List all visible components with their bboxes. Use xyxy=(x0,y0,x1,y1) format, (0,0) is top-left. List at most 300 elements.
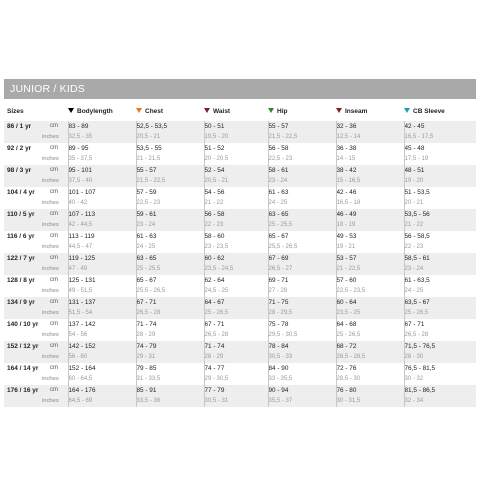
value-inches: 28 - 29 xyxy=(136,332,156,338)
table-row xyxy=(4,253,476,275)
value-inches: 24 - 25 xyxy=(268,200,288,206)
header-hip: Hip xyxy=(268,103,336,121)
value-inches: 23 - 24 xyxy=(268,178,288,184)
value-inches: 60 - 64,5 xyxy=(68,376,93,382)
value-inches: 22,5 - 23,5 xyxy=(336,288,366,294)
value-inches: 21 - 22 xyxy=(404,222,424,228)
measurement-waist xyxy=(204,165,268,187)
value-cm: 125 - 131 xyxy=(68,277,96,284)
value-inches: 23,5 - 25 xyxy=(336,310,361,316)
value-cm: 67 - 71 xyxy=(204,321,225,328)
value-cm: 64 - 68 xyxy=(336,321,357,328)
value-cm: 42 - 45 xyxy=(404,123,425,130)
value-inches: 25,5 - 26,5 xyxy=(268,244,298,250)
value-cm: 53 - 57 xyxy=(336,255,357,262)
value-inches: 21,5 - 22,5 xyxy=(136,178,166,184)
value-inches: 49 - 51,5 xyxy=(68,288,93,294)
value-inches: 28 - 30 xyxy=(404,354,424,360)
inseam-marker-icon xyxy=(336,108,342,113)
measurement-chest xyxy=(136,187,204,209)
value-inches: 26,5 - 28 xyxy=(136,310,161,316)
value-inches: 51,5 - 54 xyxy=(68,310,93,316)
measurement-bodylength xyxy=(68,297,136,319)
value-cm: 55 - 57 xyxy=(268,123,289,130)
measurement-inseam xyxy=(336,231,404,253)
value-cm: 71 - 74 xyxy=(136,321,157,328)
value-cm: 53,5 - 55 xyxy=(136,145,162,152)
table-row xyxy=(4,275,476,297)
measurement-cb-sleeve xyxy=(404,231,476,253)
size-label: 98 / 3 yr xyxy=(7,167,32,174)
unit-cm-label: cm xyxy=(50,123,58,129)
unit-labels xyxy=(42,341,68,363)
table-row xyxy=(4,209,476,231)
measurement-hip xyxy=(268,231,336,253)
value-inches: 23 - 23,5 xyxy=(204,244,229,250)
value-cm: 61 - 63,5 xyxy=(404,277,430,284)
measurement-inseam xyxy=(336,165,404,187)
measurement-chest xyxy=(136,297,204,319)
size-label: 140 / 10 yr xyxy=(7,321,39,328)
unit-inches-label: inches xyxy=(42,310,59,316)
value-cm: 89 - 95 xyxy=(68,145,89,152)
measurement-inseam xyxy=(336,209,404,231)
measurement-hip xyxy=(268,385,336,407)
measurement-hip xyxy=(268,275,336,297)
unit-inches-label: inches xyxy=(42,200,59,206)
measurement-hip xyxy=(268,253,336,275)
value-cm: 119 - 125 xyxy=(68,255,96,262)
size-label: 128 / 8 yr xyxy=(7,277,35,284)
value-inches: 26,5 - 28,5 xyxy=(336,354,366,360)
value-inches: 23 - 24 xyxy=(136,222,156,228)
header-unit xyxy=(42,103,68,121)
value-inches: 21 - 22 xyxy=(204,200,224,206)
table-row xyxy=(4,319,476,341)
table-row xyxy=(4,165,476,187)
measurement-bodylength xyxy=(68,121,136,143)
value-inches: 18 - 19 xyxy=(336,222,356,228)
value-inches: 25 - 25,5 xyxy=(268,222,293,228)
measurement-hip xyxy=(268,187,336,209)
measurement-waist xyxy=(204,341,268,363)
measurement-hip xyxy=(268,165,336,187)
measurement-waist xyxy=(204,143,268,165)
value-inches: 26,5 - 27 xyxy=(268,266,293,272)
value-inches: 19 - 20 xyxy=(404,178,424,184)
size-label: 176 / 16 yr xyxy=(7,387,39,394)
value-cm: 58,5 - 61 xyxy=(404,255,430,262)
measurement-chest xyxy=(136,253,204,275)
value-cm: 62 - 64 xyxy=(204,277,225,284)
value-inches: 42 - 44,5 xyxy=(68,222,93,228)
unit-inches-label: inches xyxy=(42,156,59,162)
value-inches: 32 - 34 xyxy=(404,398,424,404)
value-cm: 63 - 65 xyxy=(268,211,289,218)
value-cm: 60 - 62 xyxy=(204,255,225,262)
value-cm: 71 - 75 xyxy=(268,299,289,306)
value-inches: 20,5 - 21 xyxy=(204,178,229,184)
value-inches: 23,5 - 24,5 xyxy=(204,266,234,272)
measurement-chest xyxy=(136,319,204,341)
value-cm: 63 - 65 xyxy=(136,255,157,262)
measurement-waist xyxy=(204,363,268,385)
unit-cm-label: cm xyxy=(50,255,58,261)
measurement-bodylength xyxy=(68,253,136,275)
header-inseam: Inseam xyxy=(336,103,404,121)
measurement-inseam xyxy=(336,319,404,341)
unit-inches-label: inches xyxy=(42,288,59,294)
value-inches: 27 - 28 xyxy=(268,288,288,294)
value-cm: 67 - 71 xyxy=(404,321,425,328)
value-cm: 137 - 142 xyxy=(68,321,96,328)
unit-labels xyxy=(42,187,68,209)
unit-labels xyxy=(42,319,68,341)
unit-cm-label: cm xyxy=(50,211,58,217)
header-sizes: Sizes xyxy=(7,108,24,115)
measurement-inseam xyxy=(336,385,404,407)
value-cm: 45 - 48 xyxy=(404,145,425,152)
measurement-chest xyxy=(136,275,204,297)
value-cm: 90 - 94 xyxy=(268,387,289,394)
value-inches: 21 - 21,5 xyxy=(136,156,161,162)
header-cb-sleeve: CB Sleeve xyxy=(404,103,476,121)
measurement-waist xyxy=(204,209,268,231)
measurement-cb-sleeve xyxy=(404,187,476,209)
value-inches: 31 - 33,5 xyxy=(136,376,161,382)
unit-inches-label: inches xyxy=(42,266,59,272)
header-chest: Chest xyxy=(136,103,204,121)
measurement-cb-sleeve xyxy=(404,275,476,297)
measurement-hip xyxy=(268,319,336,341)
table-row xyxy=(4,363,476,385)
value-cm: 63,5 - 67 xyxy=(404,299,430,306)
measurement-bodylength xyxy=(68,143,136,165)
unit-inches-label: inches xyxy=(42,178,59,184)
measurement-waist xyxy=(204,275,268,297)
unit-labels xyxy=(42,165,68,187)
unit-cm-label: cm xyxy=(50,343,58,349)
value-inches: 24 - 25 xyxy=(404,288,424,294)
value-cm: 107 - 113 xyxy=(68,211,96,218)
value-cm: 61 - 63 xyxy=(268,189,289,196)
value-inches: 22,5 - 23 xyxy=(136,200,161,206)
value-inches: 23 - 24 xyxy=(404,266,424,272)
unit-inches-label: inches xyxy=(42,398,59,404)
unit-labels xyxy=(42,209,68,231)
value-inches: 20,5 - 21 xyxy=(136,134,161,140)
unit-cm-label: cm xyxy=(50,365,58,371)
value-cm: 74 - 79 xyxy=(136,343,157,350)
measurement-inseam xyxy=(336,143,404,165)
measurement-bodylength xyxy=(68,385,136,407)
value-cm: 69 - 71 xyxy=(268,277,289,284)
value-inches: 22,5 - 23 xyxy=(268,156,293,162)
value-cm: 152 - 164 xyxy=(68,365,96,372)
measurement-cb-sleeve xyxy=(404,341,476,363)
measurement-cb-sleeve xyxy=(404,363,476,385)
value-cm: 55 - 57 xyxy=(136,167,157,174)
value-inches: 35,5 - 37 xyxy=(268,398,293,404)
measurement-bodylength xyxy=(68,363,136,385)
value-cm: 46 - 49 xyxy=(336,211,357,218)
unit-cm-label: cm xyxy=(50,145,58,151)
value-inches: 33 - 35,5 xyxy=(268,376,293,382)
value-cm: 79 - 85 xyxy=(136,365,157,372)
measurement-cb-sleeve xyxy=(404,165,476,187)
value-inches: 54 - 56 xyxy=(68,332,88,338)
value-inches: 12,5 - 14 xyxy=(336,134,361,140)
unit-cm-label: cm xyxy=(50,299,58,305)
value-inches: 40 - 42 xyxy=(68,200,88,206)
table-row xyxy=(4,187,476,209)
unit-inches-label: inches xyxy=(42,376,59,382)
value-inches: 22 - 23 xyxy=(204,222,224,228)
value-inches: 64,5 - 69 xyxy=(68,398,93,404)
value-cm: 49 - 53 xyxy=(336,233,357,240)
measurement-inseam xyxy=(336,341,404,363)
measurement-inseam xyxy=(336,363,404,385)
unit-cm-label: cm xyxy=(50,189,58,195)
measurement-hip xyxy=(268,363,336,385)
measurement-chest xyxy=(136,341,204,363)
measurement-bodylength xyxy=(68,319,136,341)
value-cm: 61 - 63 xyxy=(136,233,157,240)
value-cm: 54 - 56 xyxy=(204,189,225,196)
measurement-chest xyxy=(136,231,204,253)
measurement-waist xyxy=(204,385,268,407)
measurement-cb-sleeve xyxy=(404,297,476,319)
value-cm: 67 - 71 xyxy=(136,299,157,306)
value-inches: 15 - 16,5 xyxy=(336,178,361,184)
value-inches: 44,5 - 47 xyxy=(68,244,93,250)
measurement-cb-sleeve xyxy=(404,143,476,165)
chest-marker-icon xyxy=(136,108,142,113)
measurement-waist xyxy=(204,319,268,341)
value-inches: 25 - 26,5 xyxy=(404,310,429,316)
value-cm: 81,5 - 86,5 xyxy=(404,387,436,394)
unit-cm-label: cm xyxy=(50,277,58,283)
waist-marker-icon xyxy=(204,108,210,113)
unit-labels xyxy=(42,231,68,253)
unit-inches-label: inches xyxy=(42,332,59,338)
measurement-inseam xyxy=(336,187,404,209)
measurement-hip xyxy=(268,121,336,143)
measurement-chest xyxy=(136,363,204,385)
value-inches: 30 - 31,5 xyxy=(336,398,361,404)
measurement-chest xyxy=(136,209,204,231)
value-inches: 19 - 21 xyxy=(336,244,356,250)
table-row xyxy=(4,385,476,407)
value-cm: 57 - 59 xyxy=(136,189,157,196)
measurement-chest xyxy=(136,165,204,187)
value-cm: 78 - 84 xyxy=(268,343,289,350)
size-chart-table xyxy=(4,103,476,407)
value-cm: 71 - 74 xyxy=(204,343,225,350)
measurement-cb-sleeve xyxy=(404,253,476,275)
value-cm: 65 - 67 xyxy=(268,233,289,240)
value-cm: 84 - 90 xyxy=(268,365,289,372)
measurement-hip xyxy=(268,143,336,165)
value-cm: 48 - 51 xyxy=(404,167,425,174)
measurement-inseam xyxy=(336,253,404,275)
value-cm: 42 - 46 xyxy=(336,189,357,196)
value-inches: 19,5 - 20 xyxy=(204,134,229,140)
unit-inches-label: inches xyxy=(42,222,59,228)
section-title-banner: JUNIOR / KIDS xyxy=(4,79,476,99)
value-inches: 28,5 - 30 xyxy=(336,376,361,382)
measurement-chest xyxy=(136,121,204,143)
value-cm: 53,5 - 56 xyxy=(404,211,430,218)
measurement-inseam xyxy=(336,275,404,297)
unit-inches-label: inches xyxy=(42,354,59,360)
size-label: 110 / 5 yr xyxy=(7,211,35,218)
size-label: 152 / 12 yr xyxy=(7,343,39,350)
value-cm: 142 - 152 xyxy=(68,343,96,350)
value-inches: 37,5 - 40 xyxy=(68,178,93,184)
value-cm: 57 - 60 xyxy=(336,277,357,284)
measurement-chest xyxy=(136,143,204,165)
value-cm: 56 - 58,5 xyxy=(404,233,430,240)
size-label: 164 / 14 yr xyxy=(7,365,39,372)
measurement-cb-sleeve xyxy=(404,121,476,143)
unit-cm-label: cm xyxy=(50,321,58,327)
value-cm: 56 - 58 xyxy=(268,145,289,152)
size-label: 86 / 1 yr xyxy=(7,123,32,130)
measurement-inseam xyxy=(336,121,404,143)
value-cm: 113 - 119 xyxy=(68,233,95,240)
measurement-bodylength xyxy=(68,187,136,209)
measurement-cb-sleeve xyxy=(404,385,476,407)
measurement-hip xyxy=(268,341,336,363)
value-inches: 28 - 29,5 xyxy=(268,310,293,316)
cb-sleeve-marker-icon xyxy=(404,108,410,113)
unit-labels xyxy=(42,121,68,143)
value-cm: 32 - 36 xyxy=(336,123,357,130)
unit-labels xyxy=(42,253,68,275)
value-cm: 131 - 137 xyxy=(68,299,96,306)
value-inches: 56 - 60 xyxy=(68,354,88,360)
value-cm: 52 - 54 xyxy=(204,167,225,174)
value-cm: 85 - 91 xyxy=(136,387,157,394)
size-label: 92 / 2 yr xyxy=(7,145,32,152)
unit-labels xyxy=(42,143,68,165)
value-cm: 51 - 52 xyxy=(204,145,225,152)
value-inches: 32,5 - 35 xyxy=(68,134,93,140)
measurement-chest xyxy=(136,385,204,407)
measurement-bodylength xyxy=(68,275,136,297)
size-label: 116 / 6 yr xyxy=(7,233,35,240)
unit-cm-label: cm xyxy=(50,167,58,173)
bodylength-marker-icon xyxy=(68,108,74,113)
value-inches: 29 - 31 xyxy=(136,354,156,360)
value-inches: 29 - 30,5 xyxy=(204,376,229,382)
value-cm: 72 - 76 xyxy=(336,365,357,372)
value-inches: 25,5 - 26,5 xyxy=(136,288,166,294)
measurement-waist xyxy=(204,253,268,275)
table-body xyxy=(4,121,476,407)
value-inches: 29,5 - 30,5 xyxy=(268,332,298,338)
value-inches: 21,5 - 22,5 xyxy=(268,134,298,140)
value-inches: 25 - 26,5 xyxy=(336,332,361,338)
value-cm: 65 - 67 xyxy=(136,277,157,284)
value-cm: 60 - 64 xyxy=(336,299,357,306)
value-inches: 21 - 22,5 xyxy=(336,266,361,272)
table-row xyxy=(4,231,476,253)
unit-cm-label: cm xyxy=(50,387,58,393)
value-cm: 56 - 58 xyxy=(204,211,225,218)
value-cm: 50 - 51 xyxy=(204,123,225,130)
value-inches: 26,5 - 28 xyxy=(404,332,429,338)
unit-labels xyxy=(42,363,68,385)
header-waist: Waist xyxy=(204,103,268,121)
unit-inches-label: inches xyxy=(42,244,59,250)
size-label: 104 / 4 yr xyxy=(7,189,35,196)
value-inches: 17,5 - 19 xyxy=(404,156,429,162)
value-cm: 59 - 61 xyxy=(136,211,157,218)
value-cm: 71,5 - 76,5 xyxy=(404,343,436,350)
measurement-inseam xyxy=(336,297,404,319)
value-cm: 76,5 - 81,5 xyxy=(404,365,436,372)
measurement-bodylength xyxy=(68,165,136,187)
value-inches: 14 - 15 xyxy=(336,156,356,162)
value-cm: 75 - 78 xyxy=(268,321,289,328)
value-inches: 20 - 21 xyxy=(404,200,424,206)
table-row xyxy=(4,341,476,363)
value-inches: 28 - 29 xyxy=(204,354,224,360)
value-inches: 33,5 - 36 xyxy=(136,398,161,404)
measurement-bodylength xyxy=(68,341,136,363)
size-label: 134 / 9 yr xyxy=(7,299,35,306)
measurement-hip xyxy=(268,209,336,231)
value-cm: 38 - 42 xyxy=(336,167,357,174)
unit-labels xyxy=(42,275,68,297)
value-inches: 24 - 25 xyxy=(136,244,156,250)
value-inches: 35 - 37,5 xyxy=(68,156,93,162)
value-inches: 30,5 - 31 xyxy=(204,398,229,404)
value-cm: 83 - 89 xyxy=(68,123,89,130)
hip-marker-icon xyxy=(268,108,274,113)
value-cm: 74 - 77 xyxy=(204,365,225,372)
measurement-hip xyxy=(268,297,336,319)
measurement-cb-sleeve xyxy=(404,209,476,231)
measurement-bodylength xyxy=(68,209,136,231)
header-bodylength: Bodylength xyxy=(68,103,136,121)
table-row xyxy=(4,121,476,143)
value-cm: 77 - 79 xyxy=(204,387,225,394)
value-cm: 67 - 69 xyxy=(268,255,289,262)
value-inches: 16,5 - 18 xyxy=(336,200,361,206)
value-inches: 30,5 - 33 xyxy=(268,354,293,360)
measurement-waist xyxy=(204,297,268,319)
measurement-bodylength xyxy=(68,231,136,253)
unit-labels xyxy=(42,297,68,319)
value-cm: 51 - 53,5 xyxy=(404,189,430,196)
value-inches: 22 - 23 xyxy=(404,244,424,250)
value-cm: 76 - 80 xyxy=(336,387,357,394)
unit-cm-label: cm xyxy=(50,233,58,239)
measurement-cb-sleeve xyxy=(404,319,476,341)
value-cm: 95 - 101 xyxy=(68,167,92,174)
value-cm: 164 - 176 xyxy=(68,387,96,394)
value-cm: 64 - 67 xyxy=(204,299,225,306)
measurement-waist xyxy=(204,231,268,253)
value-cm: 68 - 72 xyxy=(336,343,357,350)
value-inches: 30 - 32 xyxy=(404,376,424,382)
table-row xyxy=(4,143,476,165)
size-label: 122 / 7 yr xyxy=(7,255,35,262)
value-inches: 16,5 - 17,5 xyxy=(404,134,434,140)
